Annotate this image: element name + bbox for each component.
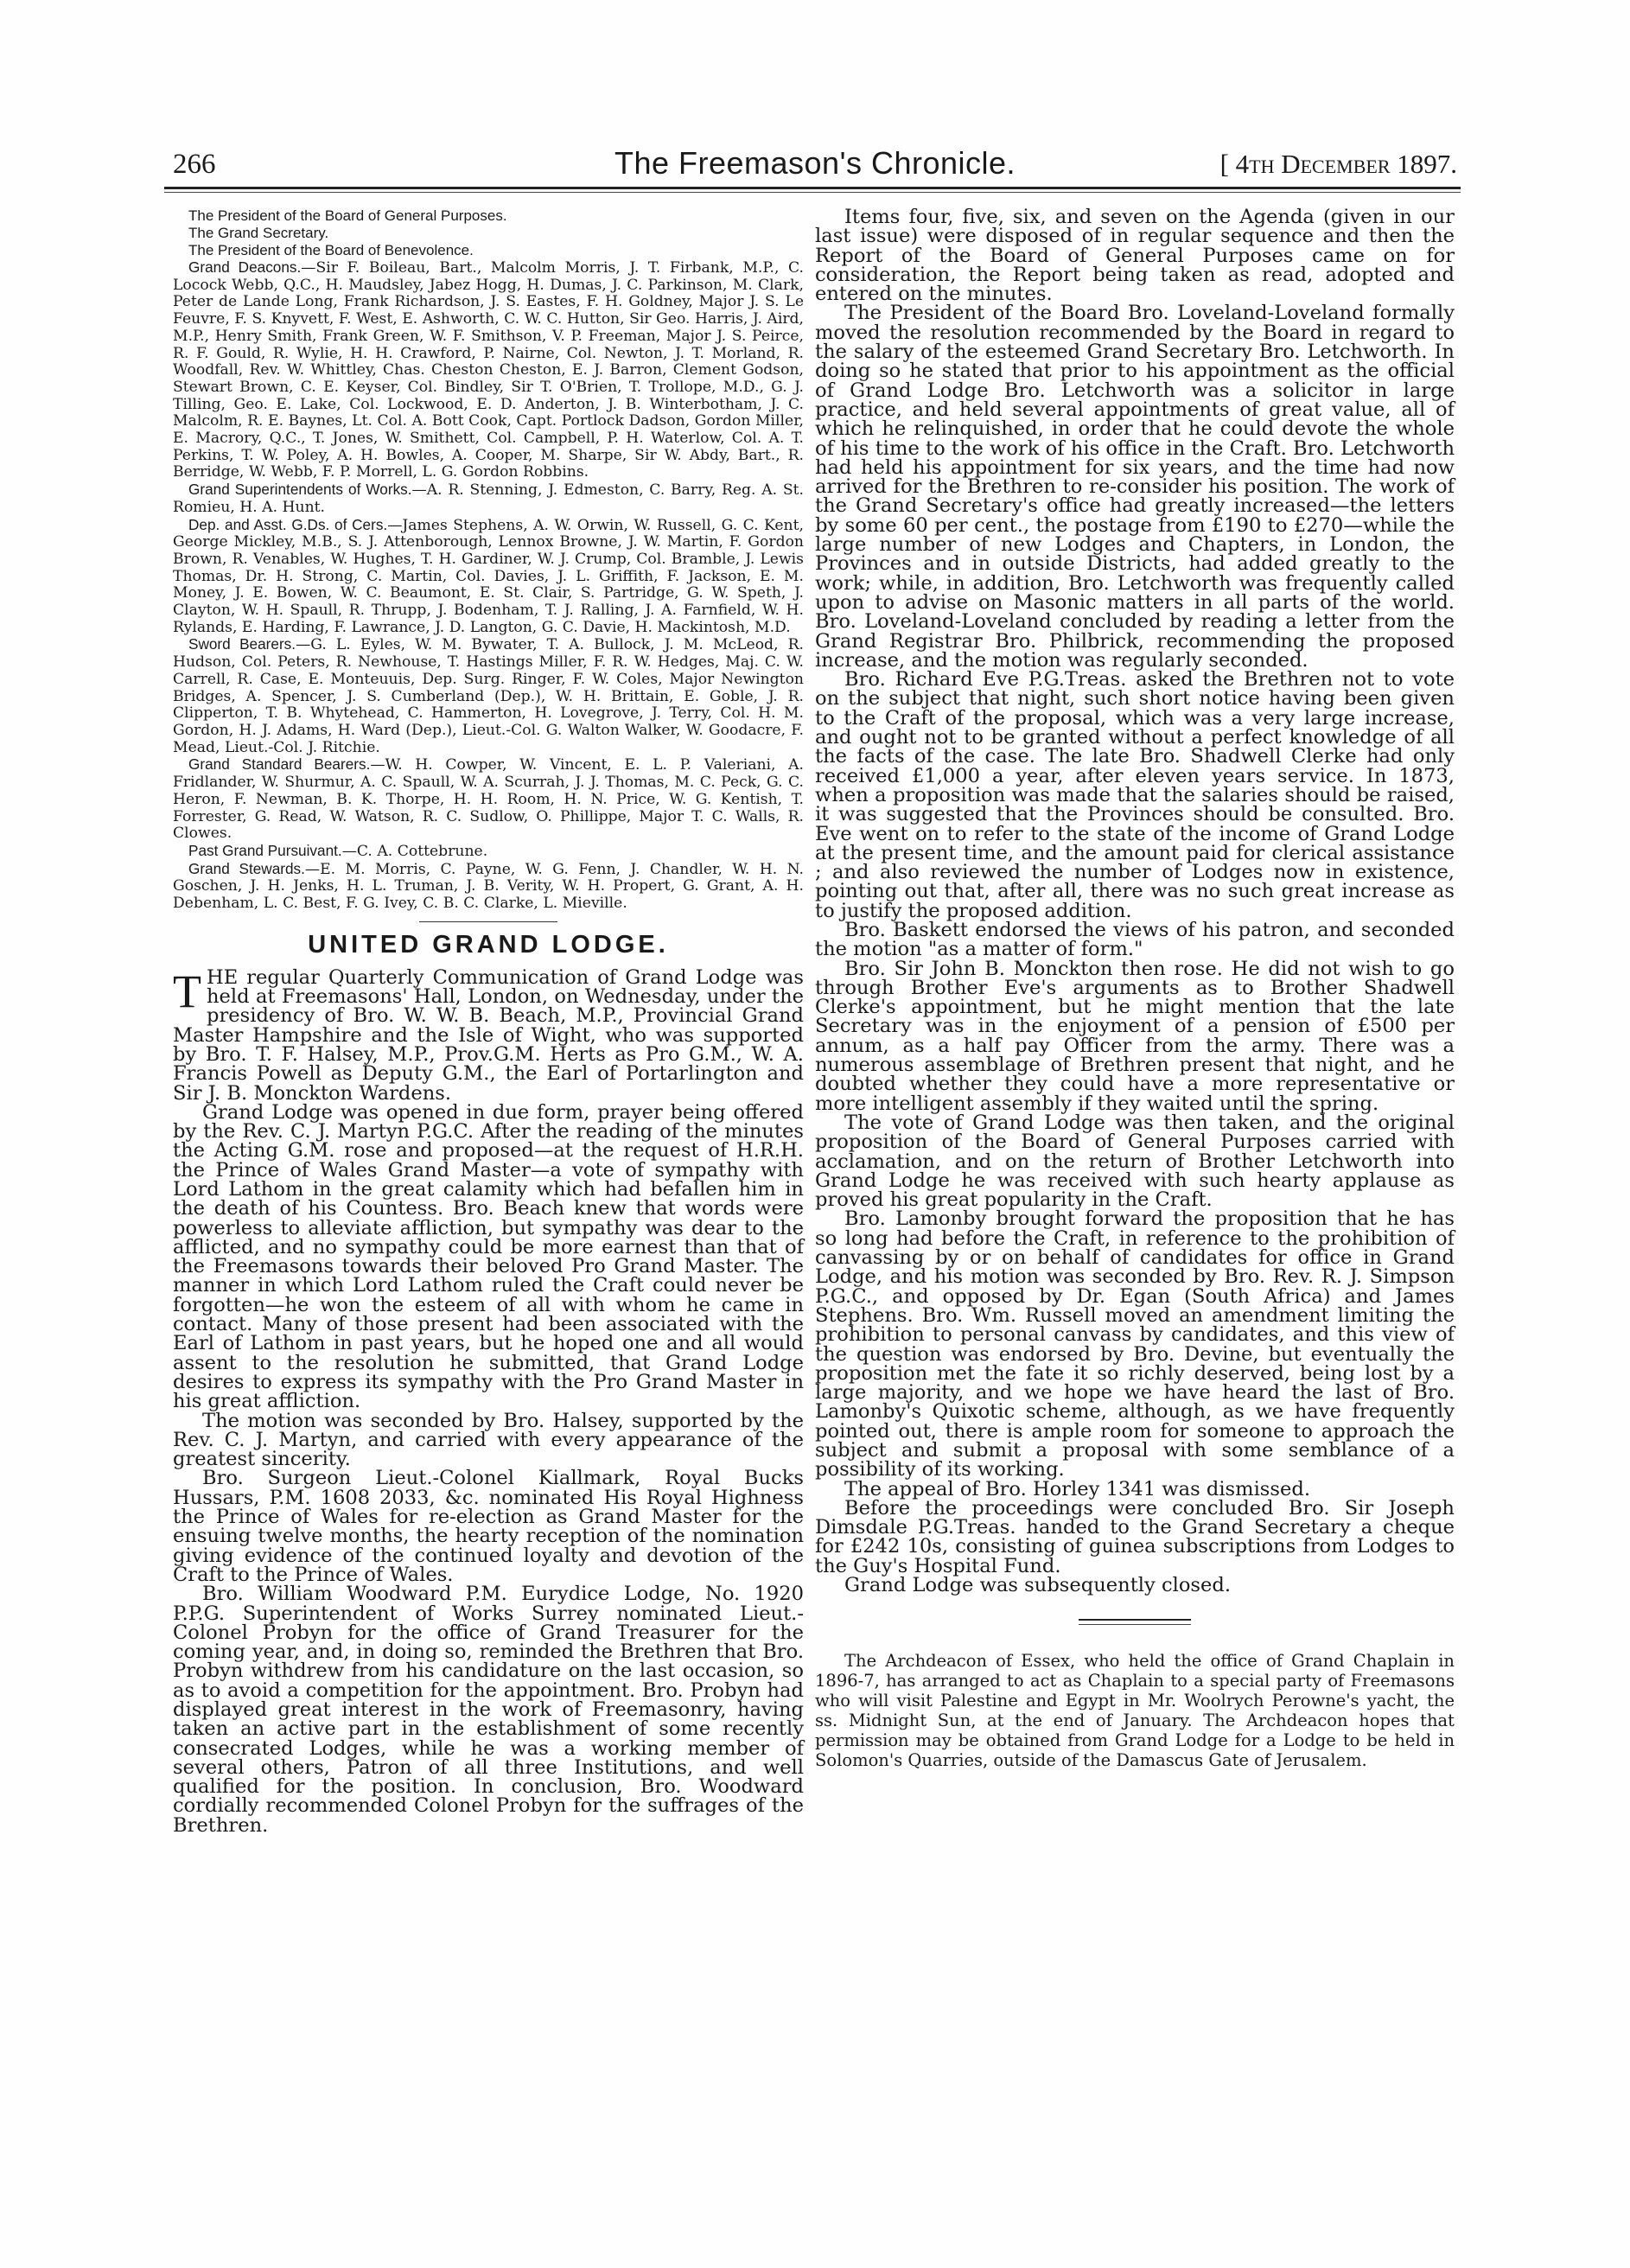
article-paragraph: Before the proceedings were concluded Bro. Sir Joseph Dimsdale P.G.Treas. handed to the Grand Secretary a cheque for £242 10s, consisting of guinea subscriptions from Lodges to the Guy's Hospital Fund.: [815, 1496, 1455, 1577]
article-paragraph: Grand Lodge was opened in due form, prayer being offered by the Rev. C. J. Martyn P.G.C. After the reading of the minutes the Acting G.M. rose and proposed—at the request of H.R.H. the Prince of Wales Grand Master—a vote of sympathy with Lord Lathom in the great calamity which had befallen him in the death of his Countess. Bro. Beach knew that words were powerless to alleviate affliction, but sympathy was dear to the afflicted, and no sympathy could be more earnest than that of the Freemasons towards their beloved Pro Grand Master. The manner in which Lord Lathom ruled the Craft could never be forgotten—he won the esteem of all with whom he came in contact. Many of those present had been associated with the Earl of Lathom in past years, but he hoped one and all would assent to the resolution he submitted, that Grand Lodge desires to express its sympathy with the Pro Grand Master in his great affliction.: [173, 1100, 804, 1413]
article-paragraph: The President of the Board Bro. Loveland-Loveland formally moved the resolution recommended by the Board in regard to the salary of the esteemed Grand Secretary Bro. Letchworth. In doing so he stated that prior to his appointment as the official of Grand Lodge Bro. Letchworth was a solicitor in large practice, and held several appointments of great value, all of which he relinquished, in order that he could devote the whole of his time to the work of his office in the Craft. Bro. Letchworth had held his appointment for six years, and the time had now arrived for the Brethren to re-consider his position. The work of the Grand Secretary's office had greatly increased—the letters by some 60 per cent., the postage from £190 to £270—while the large number of new Lodges and Chapters, in London, the Provinces and in outside Districts, had added greatly to the work; while, in addition, Bro. Letchworth was frequently called upon to advise on Masonic matters in all parts of the world. Bro. Loveland-Loveland concluded by reading a letter from the Grand Registrar Bro. Philbrick, recommending the proposed increase, and the motion was regularly seconded.: [815, 302, 1455, 672]
article-title: UNITED GRAND LODGE.: [308, 930, 669, 959]
masthead-rule-thin: [164, 192, 1461, 193]
article-separator: [1079, 1619, 1191, 1625]
officer-entry: [173, 517, 804, 637]
officer-entry: [173, 481, 804, 516]
article-paragraph: The appeal of Bro. Horley 1341 was dismissed.: [844, 1477, 1310, 1500]
article-body-right: [815, 207, 1455, 1595]
section-divider: [419, 921, 557, 922]
officer-label: Past Grand Pursuivant.: [188, 841, 342, 859]
officers-list: [173, 207, 804, 913]
officer-names: —A. R. Stenning, J. Edmeston, C. Barry, Reg. A. St. Romieu, H. A. Hunt.: [173, 481, 804, 516]
article-paragraph: [173, 965, 804, 1105]
officer-names: —W. H. Cowper, W. Vincent, E. L. P. Valeriani, A. Fridlander, W. Shurmur, A. C. Spaull, W. A. Scurrah, J. J. Thomas, M. C. Peck, G. C. Heron, F. Newman, B. K. Thorpe, H. H. Room, H. N. Price, W. G. Kentish, T. Forrester, G. Read, W. Watson, R. C. Sudlow, O. Phillippe, Major T. C. Walls, R. Clowes.: [173, 756, 804, 843]
article-paragraph: Bro. Surgeon Lieut.-Colonel Kiallmark, Royal Bucks Hussars, P.M. 1608 2033, &c. nominated His Royal Highness the Prince of Wales for re-election as Grand Master for the ensuing twelve months, the hearty reception of the nomination giving evidence of the continued loyalty and devotion of the Craft to the Prince of Wales.: [173, 1467, 804, 1586]
officer-entry: [173, 636, 804, 756]
article-lead-text: HE regular Quarterly Communication of Grand Lodge was held at Freemasons' Hall, London, on Wednesday, under the presidency of Bro. W. W. B. Beach, M.P., Provincial Grand Master Hampshire and the Isle of Wight, who was supported by Bro. T. F. Halsey, M.P., Prov.G.M. Herts as Pro G.M., W. A. Francis Powell as Deputy G.M., the Earl of Portarlington and Sir J. B. Monckton Wardens.: [173, 965, 804, 1105]
article-paragraph: The motion was seconded by Bro. Halsey, supported by the Rev. C. J. Martyn, and carried with every appearance of the greatest sincerity.: [173, 1409, 804, 1471]
article-paragraph: Bro. Lamonby brought forward the proposition that he has so long had before the Craft, in reference to the prohibition of canvassing by or on behalf of candidates for office in Grand Lodge, and his motion was seconded by Bro. Rev. R. J. Simpson P.G.C., and opposed by Dr. Egan (South Africa) and James Stephens. Bro. Wm. Russell moved an amendment limiting the prohibition to personal canvass by candidates, and this view of the question was endorsed by Bro. Devine, but eventually the proposition met the fate it so richly deserved, being lost by a large majority, and we hope we have heard the last of Bro. Lamonby's Quixotic scheme, although, as we have frequently pointed out, there is ample room for someone to approach the subject and submit a proposal with some semblance of a possibility of its working.: [815, 1207, 1455, 1481]
news-note: The Archdeacon of Essex, who held the office of Grand Chaplain in 1896-7, has arranged to act as Chaplain to a special party of Freemasons who will visit Palestine and Egypt in Mr. Woolrych Perowne's yacht, the ss. Midnight Sun, at the end of January. The Archdeacon hopes that permission may be obtained from Grand Lodge for a Lodge to be held in Solomon's Quarries, outside of the Damascus Gate of Jerusalem.: [815, 1651, 1455, 1771]
masthead: [173, 145, 1457, 188]
officer-entry: [173, 861, 804, 913]
page-number: 266: [173, 149, 216, 180]
list-heading: The President of the Board of Benevolence.: [188, 242, 474, 258]
left-column: [173, 207, 804, 1835]
officer-label: Grand Deacons.: [188, 258, 302, 276]
officer-names: —E. M. Morris, C. Payne, W. G. Fenn, J. Chandler, W. H. N. Goschen, J. H. Jenks, H. L. Truman, J. B. Verity, W. H. Propert, G. Grant, A. H. Debenham, L. C. Best, F. G. Ivey, C. B. C. Clarke, L. Mieville.: [173, 860, 805, 913]
officer-names: —C. A. Cottebrune.: [341, 842, 488, 860]
article-paragraph: The vote of Grand Lodge was then taken, and the original proposition of the Board of General Purposes carried with acclamation, and on the return of Brother Letchworth into Grand Lodge he was received with such hearty applause as proved his great popularity in the Craft.: [815, 1111, 1455, 1212]
article-paragraph: Bro. Sir John B. Monckton then rose. He did not wish to go through Brother Eve's arguments as to Brother Shadwell Clerke's appointment, but he might mention that the late Secretary was in the enjoyment of a pension of £500 per annum, as a half pay Officer from the army. There was a numerous assemblage of Brethren present that night, and he doubted whether they could have a more representative or more intelligent assembly if they waited until the spring.: [815, 957, 1455, 1115]
officer-label: Dep. and Asst. G.Ds. of Cers.: [188, 515, 388, 533]
officer-entry: [173, 259, 804, 481]
article-paragraph: Bro. Richard Eve P.G.Treas. asked the Brethren not to vote on the subject that night, such short notice having been given to the Craft of the proposal, which was a very large increase, and ought not to be granted without a perfect knowledge of all the facts of the case. The late Bro. Shadwell Clerke had only received £1,000 a year, after eleven years service. In 1873, when a proposition was made that the salaries should be raised, it was suggested that the Provinces should be consulted. Bro. Eve went on to refer to the state of the income of Grand Lodge at the present time, and the amount paid for clerical assistance ; and also reviewed the number of Lodges now in existence, pointing out that, after all, there was no such great increase as to justify the proposed addition.: [815, 668, 1455, 922]
officer-names: —Sir F. Boileau, Bart., Malcolm Morris, J. T. Firbank, M.P., C. Locock Webb, Q.C., H. Maudsley, Jabez Hogg, H. Dumas, J. C. Parkinson, M. Clark, Peter de Lande Long, Frank Richardson, J. S. Eastes, F. H. Goldney, Major J. S. Le Feuvre, F. S. Knyvett, F. West, E. Ashworth, C. W. C. Hutton, Sir Geo. Harris, J. Aird, M.P., Henry Smith, Frank Green, W. F. Smithson, V. P. Freeman, Major J. S. Peirce, R. F. Gould, R. Wylie, H. H. Crawford, P. Nairne, Col. Newton, J. T. Morland, R. Woodfall, Rev. W. Whittley, Chas. Cheston Cheston, E. J. Barron, Clement Godson, Stewart Brown, C. E. Keyser, Col. Bindley, Sir T. O'Brien, T. Trollope, M.D., G. J. Tilling, Geo. E. Lake, Col. Lockwood, E. D. Anderton, J. B. Winterbotham, J. C. Malcolm, R. E. Baynes, Lt. Col. A. Bott Cook, Capt. Portlock Dadson, Gordon Miller, E. Macrory, Q.C., T. Jones, W. Smithett, Col. Campbell, P. H. Waterlow, Col. A. T. Perkins, T. W. Poley, A. H. Bowles, A. Cooper, M. Sharpe, Sir W. Abdy, Bart., R. Berridge, W. Webb, F. P. Morrell, L. G. Gordon Robbins.: [173, 259, 804, 481]
right-column: [815, 207, 1455, 1770]
article-paragraph: Items four, five, six, and seven on the Agenda (given in our last issue) were disposed of in regular sequence and then the Report of the Board of General Purposes came on for consideration, the Report being taken as read, adopted and entered on the minutes.: [815, 206, 1455, 306]
officer-entry: [173, 843, 804, 861]
article-paragraph: Bro. Baskett endorsed the views of his patron, and seconded the motion "as a matter of form.": [815, 918, 1455, 961]
officer-label: Grand Superintendents of Works.: [188, 481, 412, 499]
article-paragraph: Bro. William Woodward P.M. Eurydice Lodge, No. 1920 P.P.G. Superintendent of Works Surrey nominated Lieut.-Colonel Probyn for the office of Grand Treasurer for the coming year, and, in doing so, reminded the Brethren that Bro. Probyn withdrew from his candidature on the last occasion, so as to avoid a competition for the appointment. Bro. Probyn had displayed great interest in the work of Freemasonry, having taken an active part in the establishment of some recently consecrated Lodges, while he was a working member of several others, Patron of all three Institutions, and well qualified for the position. In conclusion, Bro. Woodward cordially recommended Colonel Probyn for the suffrages of the Brethren.: [173, 1583, 804, 1837]
officer-names: —G. L. Eyles, W. M. Bywater, T. A. Bullock, J. M. McLeod, R. Hudson, Col. Peters, R. Newhouse, T. Hastings Miller, F. R. W. Hedges, Maj. C. W. Carrell, R. Case, E. Monteuuis, Dep. Surg. Ringer, F. W. Coles, Major Newington Bridges, A. Spencer, J. S. Cumberland (Dep.), W. H. Brittain, E. Goble, J. R. Clipperton, T. B. Whytehead, C. Hammerton, H. Lovegrove, J. Terry, Col. H. M. Gordon, H. J. Adams, H. Ward (Dep.), Lieut.-Col. G. Walton Walker, W. Goodacre, F. Mead, Lieut.-Col. J. Ritchie.: [173, 636, 804, 756]
article-paragraph: Grand Lodge was subsequently closed.: [844, 1574, 1232, 1597]
list-heading: The President of the Board of General Purposes.: [188, 207, 507, 224]
issue-date: [ 4th December 1897.: [1219, 149, 1457, 179]
drop-cap: T: [173, 965, 201, 1017]
list-heading: The Grand Secretary.: [188, 225, 329, 241]
article-body-left: [173, 965, 804, 1837]
officer-label: Grand Stewards.: [188, 859, 305, 877]
officer-entry: [173, 756, 804, 843]
publication-title: The Freemason's Chronicle.: [614, 145, 1016, 181]
masthead-rule: [164, 187, 1461, 189]
officer-label: Sword Bearers.: [188, 635, 296, 653]
officer-names: —James Stephens, A. W. Orwin, W. Russell, G. C. Kent, George Mickley, M.B., S. J. Attenborough, Lennox Browne, J. W. Martin, F. Gordon Brown, R. Venables, W. Hughes, T. H. Gardiner, W. J. Crump, Col. Bramble, J. Lewis Thomas, Dr. H. Strong, C. Martin, Col. Davies, J. L. Griffith, F. Jackson, E. M. Money, J. E. Bowen, W. C. Beaumont, E. St. Clair, S. Partridge, G. W. Speth, J. Clayton, W. H. Spaull, R. Thrupp, J. Bodenham, T. J. Ralling, J. A. Farnfield, W. H. Rylands, E. Harding, F. Lawrance, J. D. Langton, G. C. Davie, H. Mackintosh, M.D.: [173, 516, 804, 636]
officer-label: Grand Standard Bearers.: [188, 755, 371, 774]
